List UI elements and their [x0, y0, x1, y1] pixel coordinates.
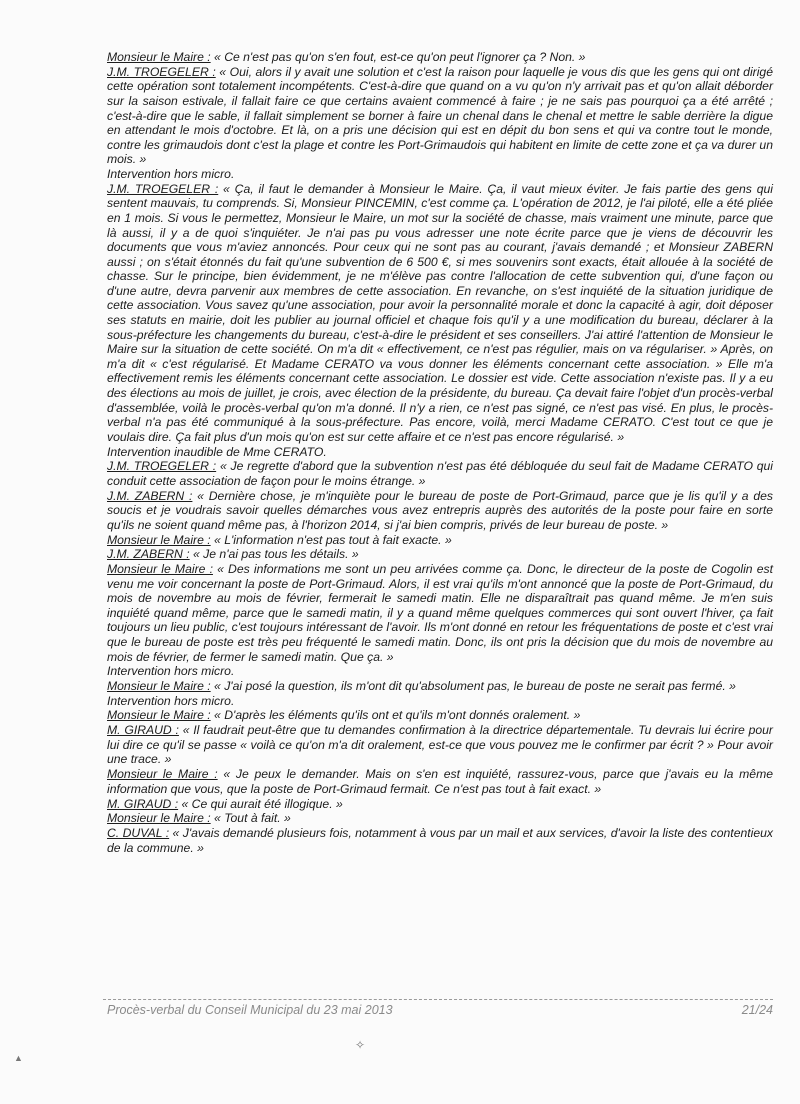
speech-paragraph	[107, 723, 773, 767]
speech-text: Intervention inaudible de Mme CERATO.	[107, 444, 327, 459]
speech-paragraph	[107, 547, 773, 562]
speech-paragraph	[107, 489, 773, 533]
stage-note	[107, 664, 773, 679]
speech-paragraph	[107, 811, 773, 826]
speaker-name: J.M. TROEGELER :	[107, 64, 216, 79]
speech-text: « Dernière chose, je m'inquiète pour le bureau de poste de Port-Grimaud, parce que je lis qu'il y a des soucis et je voudrais savoir quelles démarches vous avez entrepris auprès des autorités de la poste pour faire en sorte qu'ils ne soient quand même pas, à l'horizon 2014, si j'ai bien compris, privés de leur bureau de poste. »	[107, 488, 773, 532]
speaker-name: J.M. ZABERN :	[107, 488, 193, 503]
speaker-name: Monsieur le Maire :	[107, 532, 211, 547]
speech-paragraph	[107, 533, 773, 548]
speech-text: « Je peux le demander. Mais on s'en est inquiété, rassurez-vous, parce que j'avais eu la même information que vous, que la poste de Port-Grimaud fermait. Ce n'est pas tout à fait exact. »	[107, 767, 773, 796]
speech-text: « Je regrette d'abord que la subvention n'est pas été débloquée du seul fait de Madame CERATO qui conduit cette association de façon pour le moins étrange. »	[107, 459, 773, 488]
speech-text: « Ça, il faut le demander à Monsieur le Maire. Ça, il vaut mieux éviter. Je fais partie des gens qui sentent mauvais, tu comprends. Si, Monsieur PINCEMIN, c'est comme ça. L'opération de 2012, je l'ai piloté, elle a été pliée en 1 mois. Si vous le permettez, Monsieur le Maire, un mot sur la société de chasse, mais vraiment une minute, parce que là aussi, il y a de quoi s'inquiéter. Je n'ai pas pu vous adresser une note écrite parce que je viens de découvrir les documents que vous m'aviez annoncés. Pour ceux qui ne sont pas au courant, j'avais demandé ; et Monsieur ZABERN aussi ; on s'était étonnés du fait qu'une subvention de 6 500 €, si mes souvenirs sont exacts, était allouée à la société de chasse. Sur le principe, bien évidemment, je ne m'élève pas contre l'allocation de cette subvention qui, d'une façon ou d'une autre, devra parvenir aux membres de cette association. En revanche, on s'est inquiété de la situation juridique de cette association. Vous savez qu'une association, pour avoir la personnalité morale et donc la capacité à agir, doit déposer ses statuts en mairie, doit les publier au journal officiel et chaque fois qu'il y a une modification du bureau, déclarer à la sous-préfecture les changements du bureau, c'est-à-dire le président et ses conseillers. J'ai attiré l'attention de Monsieur le Maire sur la situation de cette société. On m'a dit « effectivement, ce n'est pas régulier, mais on va régulariser. » Après, on m'a dit « c'est régularisé. Et Madame CERATO va vous donner les éléments concernant cette association. » Elle m'a effectivement remis les éléments concernant cette association. Le dossier est vide. Cette association n'existe pas. Il y a eu des élections au mois de juillet, je crois, avec élection de la présidente, du bureau. Ça devait faire l'objet d'un procès-verbal d'assemblée, voilà le procès-verbal qu'on m'a donné. Il n'y a rien, ce n'est pas signé, ce n'est pas visé. En plus, le procès-verbal n'a pas été communiqué à la sous-préfecture. Pas encore, voilà, merci Madame CERATO. C'est tout ce que je voulais dire. Ça fait plus d'un mois qu'on est sur cette affaire et ce n'est pas encore régularisé. »	[107, 181, 773, 444]
footer-divider	[103, 999, 773, 1000]
footer-document-title: Procès-verbal du Conseil Municipal du 23 mai 2013	[107, 1003, 393, 1017]
speech-text: « Ce n'est pas qu'on s'en fout, est-ce qu'on peut l'ignorer ça ? Non. »	[210, 50, 586, 64]
speaker-name: Monsieur le Maire :	[107, 562, 213, 577]
speech-text: « Tout à fait. »	[210, 811, 291, 826]
speech-text: « Je n'ai pas tous les détails. »	[189, 547, 359, 562]
speaker-name: M. GIRAUD :	[107, 796, 179, 811]
speech-text: « Ce qui aurait été illogique. »	[178, 796, 343, 811]
speech-paragraph	[107, 797, 773, 812]
speech-text: « J'avais demandé plusieurs fois, notamment à vous par un mail et aux services, d'avoir la liste des contentieux de la commune. »	[107, 826, 773, 855]
scan-speck-mark: ✧	[355, 1038, 366, 1052]
speech-paragraph	[107, 826, 773, 855]
speech-text: Intervention hors micro.	[107, 693, 235, 708]
speech-paragraph	[107, 562, 773, 664]
speech-text: Intervention hors micro.	[107, 664, 235, 679]
speech-paragraph	[107, 182, 773, 445]
speaker-name: Monsieur le Maire :	[107, 708, 211, 723]
speaker-name: J.M. ZABERN :	[107, 547, 190, 562]
speech-paragraph	[107, 50, 773, 65]
speech-text: « Oui, alors il y avait une solution et c'est la raison pour laquelle je vous dis que les gens qui ont dirigé cette opération sont totalement incompétents. C'est-à-dire que quand on a vu qu'on n'y arrivait pas et qu'on allait déborder sur la saison estivale, il fallait faire ce que certains avaient commencé à faire ; je ne sais pas pourquoi ça a été arrêté ; c'est-à-dire que le sable, il fallait simplement se borner à faire un chenal dans le chenal et mettre le sable derrière la digue en attendant le mois d'octobre. Et là, on a pris une décision qui est en dépit du bon sens et qui va contre tout le monde, contre les grimaudois dont c'est la plage et contre les Port-Grimaudois qui habitent en limite de cette zone et ça va durer un mois. »	[107, 64, 773, 167]
footer-page-number: 21/24	[741, 1003, 773, 1017]
speaker-name: C. DUVAL :	[107, 826, 170, 841]
page-footer	[107, 1003, 773, 1017]
speaker-name: Monsieur le Maire :	[107, 811, 211, 826]
stage-note	[107, 167, 773, 182]
speech-paragraph	[107, 767, 773, 796]
speaker-name: Monsieur le Maire :	[107, 679, 211, 694]
speech-paragraph	[107, 708, 773, 723]
stage-note	[107, 694, 773, 709]
speech-paragraph	[107, 459, 773, 488]
stage-note	[107, 445, 773, 460]
scan-corner-mark: ▲	[14, 1053, 23, 1063]
speaker-name: Monsieur le Maire :	[107, 767, 218, 782]
speech-text: « Des informations me sont un peu arrivées comme ça. Donc, le directeur de la poste de Cogolin est venu me voir concernant la poste de Port-Grimaud. Alors, il est vrai qu'ils m'ont annoncé que la poste de Port-Grimaud, du mois de novembre au mois de février, fermerait le samedi matin. Elle ne disparaîtrait pas quand même. Je m'en suis inquiété quand même, parce que le samedi matin, il y a quand même quelques commerces qui sont ouvert l'hiver, ça fait toujours un lieu public, c'est toujours intéressant de l'avoir. Ils m'ont donné en retour les fréquentations de poste et c'est vrai que le bureau de poste est très peu fréquenté le samedi matin. Donc, ils ont pris la décision que du mois de novembre au mois de février, de fermer le samedi matin. Que ça. »	[107, 562, 773, 664]
speech-text: Intervention hors micro.	[107, 167, 235, 182]
transcript-body	[107, 50, 773, 855]
speech-text: « J'ai posé la question, ils m'ont dit qu'absolument pas, le bureau de poste ne serait pas fermé. »	[210, 679, 736, 694]
speech-text: « Il faudrait peut-être que tu demandes confirmation à la directrice départementale. Tu devrais lui écrire pour lui dire ce qu'il se passe « voilà ce qu'on m'a dit oralement, est-ce que vous pouvez me le confirmer par écrit ? » Pour avoir une trace. »	[107, 723, 773, 767]
speaker-name: J.M. TROEGELER :	[107, 459, 217, 474]
speech-text: « D'après les éléments qu'ils ont et qu'ils m'ont donnés oralement. »	[210, 708, 581, 723]
speech-paragraph	[107, 679, 773, 694]
speaker-name: J.M. TROEGELER :	[107, 181, 219, 196]
speaker-name: M. GIRAUD :	[107, 723, 179, 738]
speaker-name: Monsieur le Maire :	[107, 50, 211, 64]
speech-paragraph	[107, 65, 773, 167]
speech-text: « L'information n'est pas tout à fait exacte. »	[210, 532, 452, 547]
